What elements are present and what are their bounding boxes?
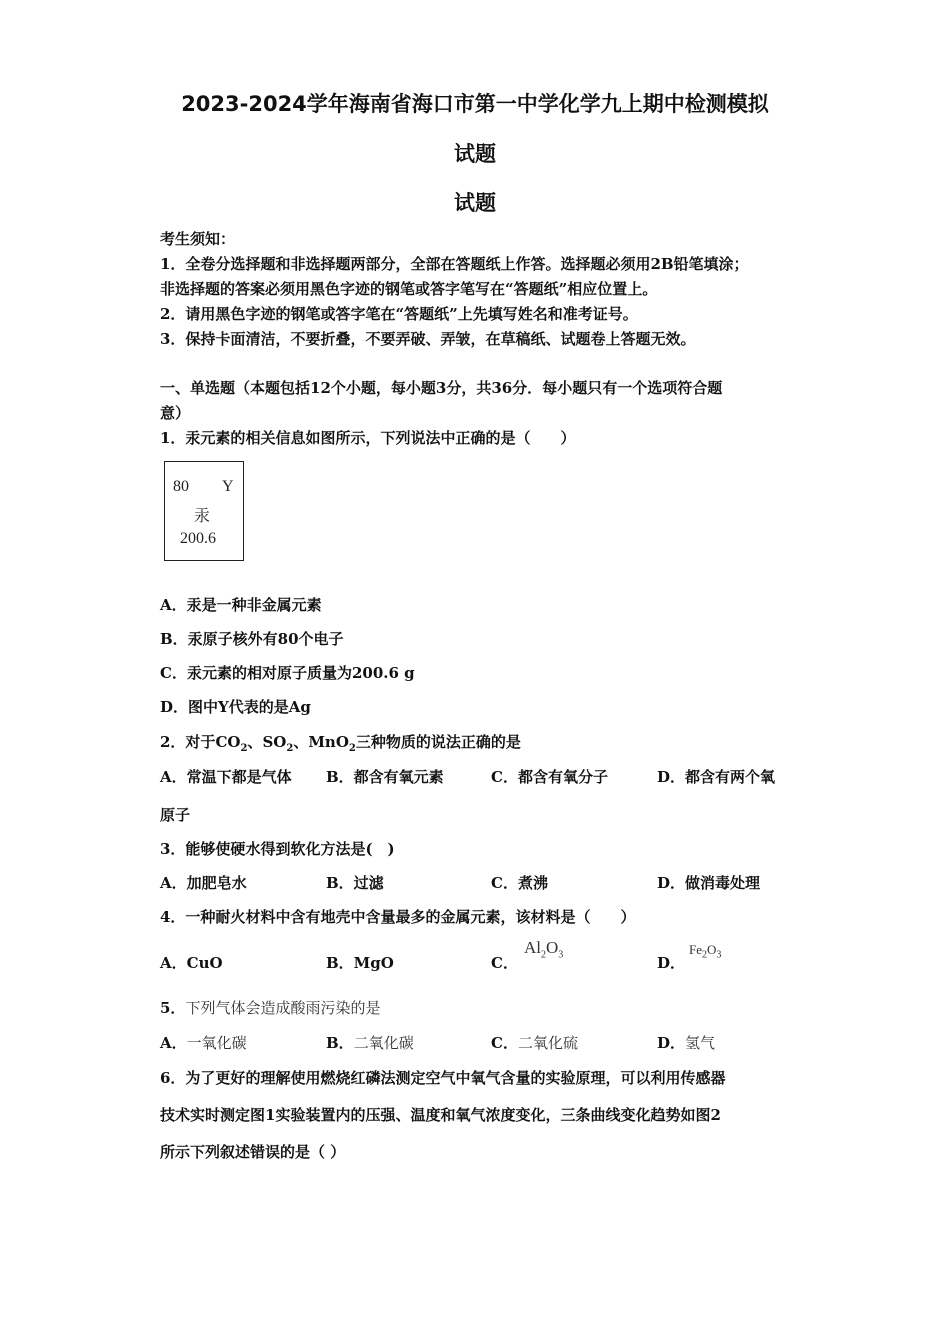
q4-option-a: A．CuO (160, 954, 223, 972)
q4-option-c: C． (491, 954, 518, 972)
q5-option-c: C．二氧化硫 (491, 1034, 578, 1052)
q2-option-b: B．都含有氧元素 (326, 768, 444, 786)
q5-stem: 5．下列气体会造成酸雨污染的是 (160, 999, 381, 1017)
page-title: 2023-2024学年海南省海口市第一中学化学九上期中检测模拟 (181, 92, 769, 116)
section-heading-cont: 意） (160, 404, 191, 422)
notice-item-1-cont: 非选择题的答案必须用黑色字迹的钢笔或答字笔写在“答题纸”相应位置上。 (160, 280, 658, 298)
q1-option-c: C．汞元素的相对原子质量为200.6 g (160, 664, 415, 682)
element-card (164, 461, 244, 561)
q4-formula-al2o3: $Al_2O_3$ (524, 938, 564, 961)
q2-option-d: D．都含有两个氧 (657, 768, 776, 786)
section-heading: 一、单选题（本题包括12个小题，每小题3分，共36分．每小题只有一个选项符合题 (160, 379, 723, 397)
q1-option-b: B．汞原子核外有80个电子 (160, 630, 344, 648)
notice-item-1: 1．全卷分选择题和非选择题两部分，全部在答题纸上作答。选择题必须用2B铅笔填涂； (160, 255, 749, 273)
q2-option-c: C．都含有氧分子 (491, 768, 608, 786)
q5-option-a: A．一氧化碳 (160, 1034, 247, 1052)
element-name: 汞 (194, 506, 211, 525)
q1-option-a: A．汞是一种非金属元素 (160, 596, 322, 614)
element-mass: 200.6 (180, 530, 216, 547)
element-number: 80 (173, 478, 189, 495)
q5-option-b: B．二氧化碳 (326, 1034, 414, 1052)
notice-item-2: 2．请用黑色字迹的钢笔或答字笔在“答题纸”上先填写姓名和准考证号。 (160, 305, 638, 323)
element-symbol: Y (222, 478, 234, 495)
q6-stem-line2: 技术实时测定图1实验装置内的压强、温度和氧气浓度变化，三条曲线变化趋势如图2 (160, 1106, 721, 1124)
q3-option-d: D．做消毒处理 (657, 874, 761, 892)
q6-stem-line3: 所示下列叙述错误的是（ ） (160, 1143, 346, 1161)
q4-option-d: D． (657, 954, 686, 972)
q1-stem: 1．汞元素的相关信息如图所示，下列说法中正确的是（ ） (160, 429, 576, 447)
q4-option-b: B．MgO (326, 954, 394, 972)
q3-option-a: A．加肥皂水 (160, 874, 247, 892)
q3-option-b: B．过滤 (326, 874, 384, 892)
q4-stem: 4．一种耐火材料中含有地壳中含量最多的金属元素，该材料是（ ） (160, 908, 636, 926)
q5-option-d: D．氢气 (657, 1034, 716, 1052)
q1-option-d: D．图中Y代表的是Ag (160, 698, 311, 716)
notice-item-3: 3．保持卡面清洁，不要折叠，不要弄破、弄皱，在草稿纸、试题卷上答题无效。 (160, 330, 696, 348)
notice-heading: 考生须知： (160, 230, 236, 248)
q2-option-d-cont: 原子 (160, 806, 191, 824)
q4-formula-fe2o3: $Fe_2O_3$ (689, 942, 722, 961)
page-title-line2: 试题 (454, 142, 496, 166)
q2-stem: 2．对于$CO_2$、$SO_2$、MnO$_2$三种物质的说法正确的是 (160, 733, 521, 754)
q6-stem: 6．为了更好的理解使用燃烧红磷法测定空气中氧气含量的实验原理，可以利用传感器 (160, 1069, 726, 1087)
q3-option-c: C．煮沸 (491, 874, 548, 892)
page-subtitle: 试题 (454, 191, 496, 215)
q3-stem: 3．能够使硬水得到软化方法是( ) (160, 840, 395, 858)
q2-option-a: A．常温下都是气体 (160, 768, 292, 786)
